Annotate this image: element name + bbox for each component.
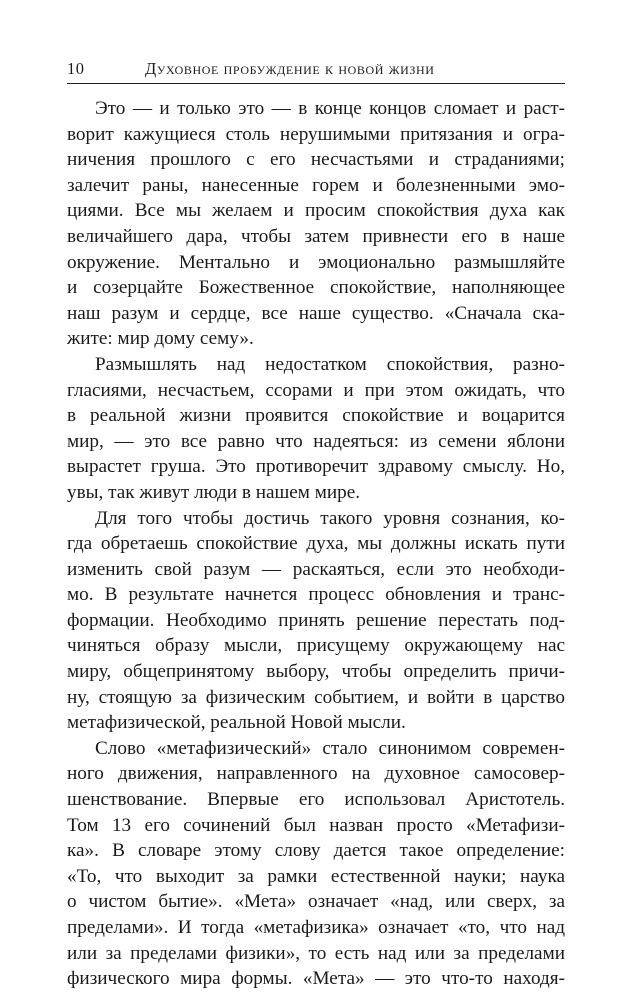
paragraph [67,96,565,352]
text-line: ничения прошлого с его несчастьями и страданиями; [67,149,565,171]
text-line: миру, общепринятому выбору, чтобы определить причи- [67,661,565,683]
text-line: величайшего дара, чтобы затем привнести его в наше [67,225,565,247]
text-line: чиняться образу мысли, присущему окружающему нас [67,635,565,657]
text-line: метафизической, реальной Новой мысли. [67,712,406,734]
page-header [67,58,565,82]
paragraph [67,736,565,992]
paragraph [67,352,565,506]
text-line: ворит кажущиеся столь нерушимыми притязания и огра- [67,123,565,145]
text-line: наш разум и сердце, все наше существо. «Сначала ска- [67,302,565,324]
text-line: Том 13 его сочинений был назван просто «Метафизи- [67,814,565,836]
text-line: ного движения, направленного на духовное самосовер- [67,763,565,785]
paragraph [67,506,565,736]
text-line: Слово «метафизический» стало синонимом современ- [95,737,565,759]
text-line: Это — и только это — в конце концов сломает и раст- [95,98,565,119]
text-line: Для того чтобы достичь такого уровня сознания, ко- [95,507,565,529]
running-title: Духовное пробуждение к новой жизни [145,59,435,78]
text-line: изменить свой разум — раскаяться, если это необходи- [67,558,565,580]
text-line: циями. Все мы желаем и просим спокойствия духа как [67,200,565,222]
text-line: жите: мир дому сему». [67,328,254,350]
text-line: и созерцайте Божественное спокойствие, наполняющее [67,277,565,299]
text-line: ну, стоящую за физическим событием, и войти в царство [67,686,565,708]
text-line: о чистом бытие». «Мета» означает «над, или сверх, за [67,891,565,913]
body-text [67,96,565,992]
text-line: «То, что выходит за рамки естественной науки; наука [67,865,565,887]
text-line: окружение. Ментально и эмоционально размышляйте [67,251,565,273]
text-line: Размышлять над недостатком спокойствия, разно- [95,353,565,375]
text-line: мо. В результате начнется процесс обновления и транс- [67,584,565,606]
text-line: формации. Необходимо принять решение перестать под- [67,609,565,631]
text-line: залечит раны, нанесенные горем и болезненными эмо- [67,174,565,196]
text-line: физического мира формы. «Мета» — это что-то находя- [67,968,565,990]
text-line: или за пределами физики», то есть над или за пределами [67,942,565,964]
text-line: гласиями, несчастьем, ссорами и при этом ожидать, что [67,379,565,401]
text-line: шенствование. Впервые его использовал Аристотель. [67,789,565,811]
text-line: увы, так живут люди в нашем мире. [67,481,361,503]
header-rule [67,83,565,84]
text-line: пределами». И тогда «метафизика» означает «то, что над [67,917,565,938]
text-line: в реальной жизни проявится спокойствие и воцарится [67,405,565,427]
text-line: ка». В словаре этому слову дается такое определение: [67,840,565,862]
text-line: вырастет груша. Это противоречит здравому смыслу. Но, [67,456,565,478]
page-number: 10 [67,59,85,78]
text-line: гда обретаешь спокойствие духа, мы должны искать пути [67,533,565,555]
text-line: мир, — это все равно что надеяться: из семени яблони [67,430,565,452]
